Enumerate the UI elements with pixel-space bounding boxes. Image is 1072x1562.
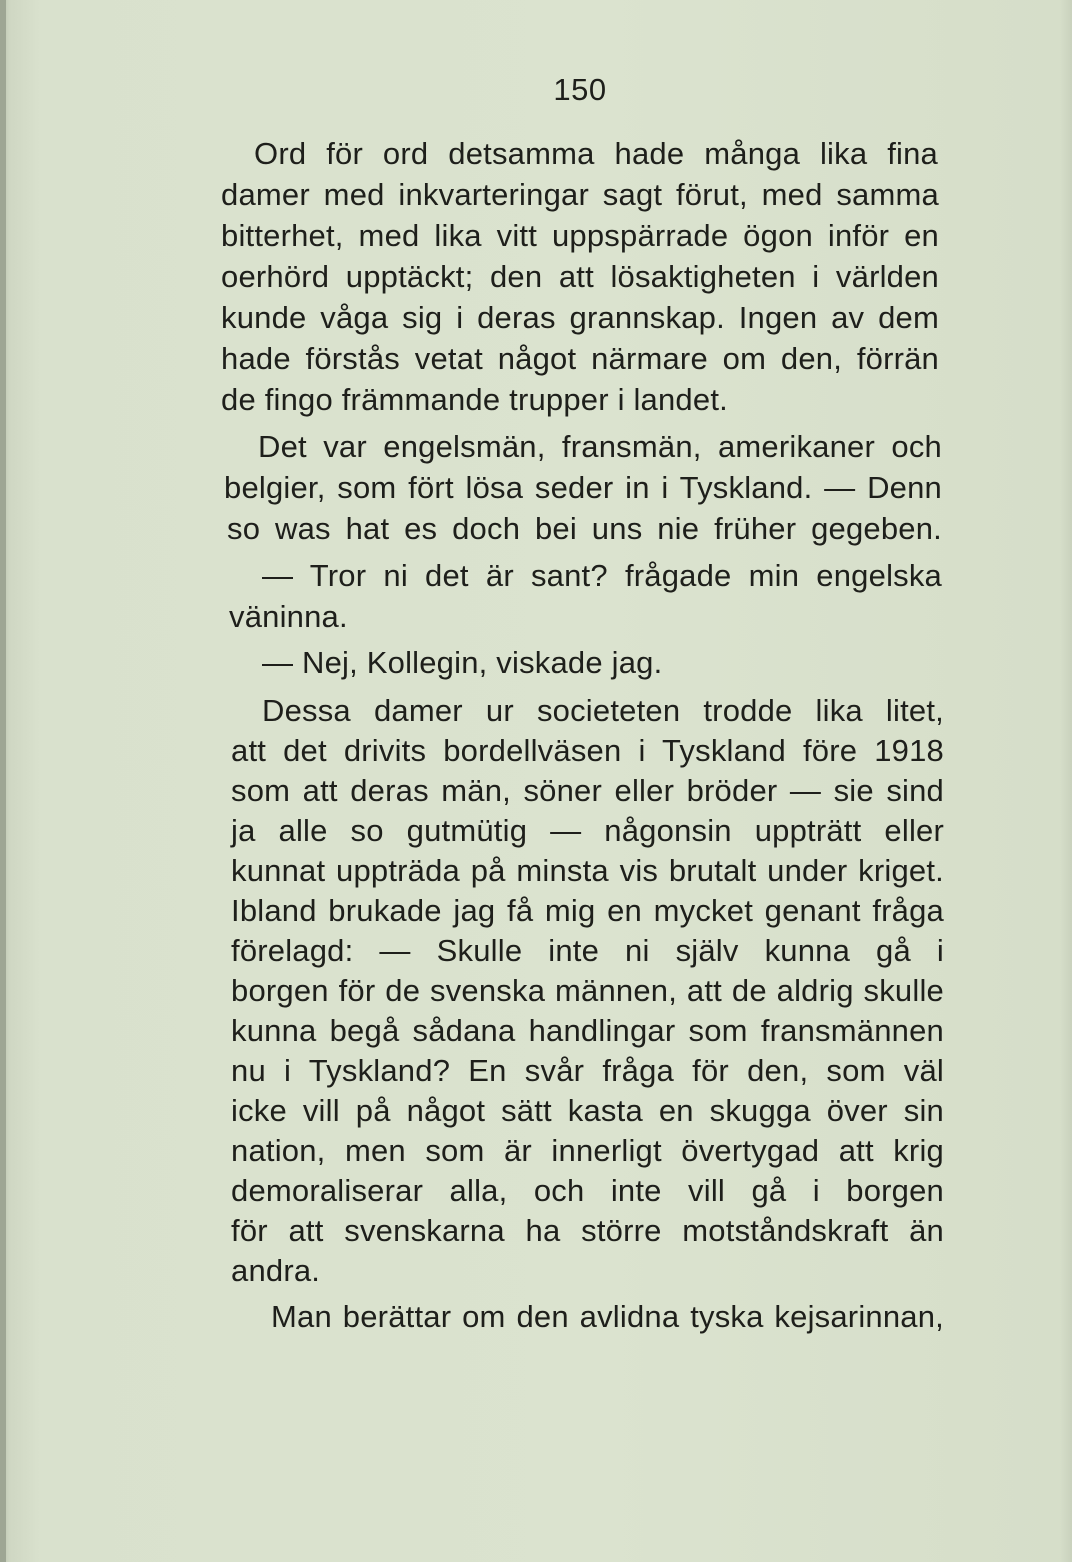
text-line: demoraliserar alla, och inte vill gå i borgen xyxy=(231,1173,944,1208)
text-line: Ord för ord detsamma hade många lika fina xyxy=(254,136,938,171)
page-number: 150 xyxy=(553,72,607,107)
text-line: so was hat es doch bei uns nie früher gegeben. xyxy=(227,511,942,546)
text-line: som att deras män, söner eller bröder — sie sind xyxy=(231,773,944,808)
text-line: väninna. xyxy=(229,599,348,634)
text-line: förelagd: — Skulle inte ni själv kunna gå i xyxy=(231,933,944,968)
binding-edge xyxy=(0,0,6,1562)
text-line: damer med inkvarteringar sagt förut, med samma xyxy=(221,177,939,212)
text-line: oerhörd upptäckt; den att lösaktigheten i världen xyxy=(221,259,939,294)
text-line: Ibland brukade jag få mig en mycket genant fråga xyxy=(231,893,944,928)
text-line: för att svenskarna ha större motståndskraft än xyxy=(231,1213,944,1248)
text-line: nation, men som är innerligt övertygad att krig xyxy=(231,1133,944,1168)
text-line: kunnat uppträda på minsta vis brutalt under kriget. xyxy=(231,853,944,888)
text-line: de fingo främmande trupper i landet. xyxy=(221,382,728,417)
text-line: andra. xyxy=(231,1253,321,1288)
text-line: — Tror ni det är sant? frågade min engelska xyxy=(262,558,942,593)
text-line: bitterhet, med lika vitt uppspärrade ögon inför en xyxy=(221,218,939,253)
text-line: — Nej, Kollegin, viskade jag. xyxy=(262,645,663,680)
text-line: icke vill på något sätt kasta en skugga över sin xyxy=(231,1093,944,1128)
text-line: kunna begå sådana handlingar som fransmännen xyxy=(231,1013,944,1048)
text-line: Det var engelsmän, fransmän, amerikaner och xyxy=(258,429,942,464)
text-line: nu i Tyskland? En svår fråga för den, som väl xyxy=(231,1053,944,1088)
text-line: hade förstås vetat något närmare om den, förrän xyxy=(221,341,939,376)
text-line: att det drivits bordellväsen i Tyskland före 1918 xyxy=(231,733,944,768)
text-line: Man berättar om den avlidna tyska kejsarinnan, xyxy=(271,1299,944,1334)
text-line: Dessa damer ur societeten trodde lika litet, xyxy=(262,693,944,728)
text-line: kunde våga sig i deras grannskap. Ingen av dem xyxy=(221,300,939,335)
text-line: ja alle so gutmütig — någonsin uppträtt eller xyxy=(231,813,944,848)
text-line: belgier, som fört lösa seder in i Tyskland. — Denn xyxy=(224,470,942,505)
text-line: borgen för de svenska männen, att de aldrig skulle xyxy=(231,973,944,1008)
